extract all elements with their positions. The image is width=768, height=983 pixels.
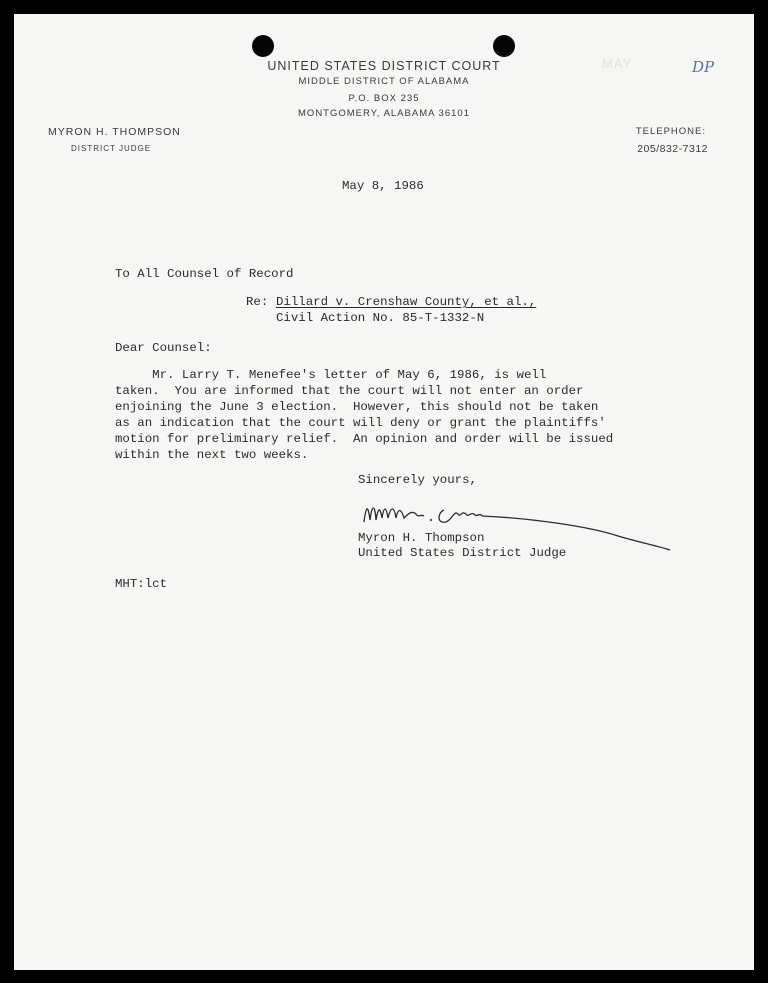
re-civil-action: Civil Action No. 85-T-1332-N [276,311,485,325]
re-label: Re: [246,295,269,309]
letter-page [14,14,754,970]
telephone-number: 205/832-7312 [637,143,708,155]
court-district: MIDDLE DISTRICT OF ALABAMA [298,76,470,87]
body-line: motion for preliminary relief. An opinion and order will be issued [115,432,614,446]
telephone-label: TELEPHONE: [635,126,706,137]
salutation: Dear Counsel: [115,341,212,355]
judge-title-header: DISTRICT JUDGE [71,144,152,153]
signature-title: United States District Judge [358,546,567,560]
body-line: taken. You are informed that the court will not enter an order [115,384,584,398]
closing: Sincerely yours, [358,473,477,487]
signature-name: Myron H. Thompson [358,531,485,545]
addressee: To All Counsel of Record [115,267,294,281]
body-line: within the next two weeks. [115,448,309,462]
re-case-name: Dillard v. Crenshaw County, et al., [276,295,537,309]
judge-name-header: MYRON H. THOMPSON [48,126,181,138]
court-city: MONTGOMERY, ALABAMA 36101 [298,108,470,119]
body-line: enjoining the June 3 election. However, this should not be taken [115,400,599,414]
punch-hole-right [493,35,515,57]
received-stamp: MAY [602,56,633,71]
reference-initials: MHT:lct [115,577,168,591]
court-po-box: P.O. BOX 235 [348,93,420,104]
letter-date: May 8, 1986 [342,179,424,193]
handwritten-initials: DP [692,58,715,76]
court-name: UNITED STATES DISTRICT COURT [267,59,501,73]
punch-hole-left [252,35,274,57]
body-line: Mr. Larry T. Menefee's letter of May 6, 1986, is well [115,368,547,382]
body-line: as an indication that the court will deny or grant the plaintiffs' [115,416,606,430]
